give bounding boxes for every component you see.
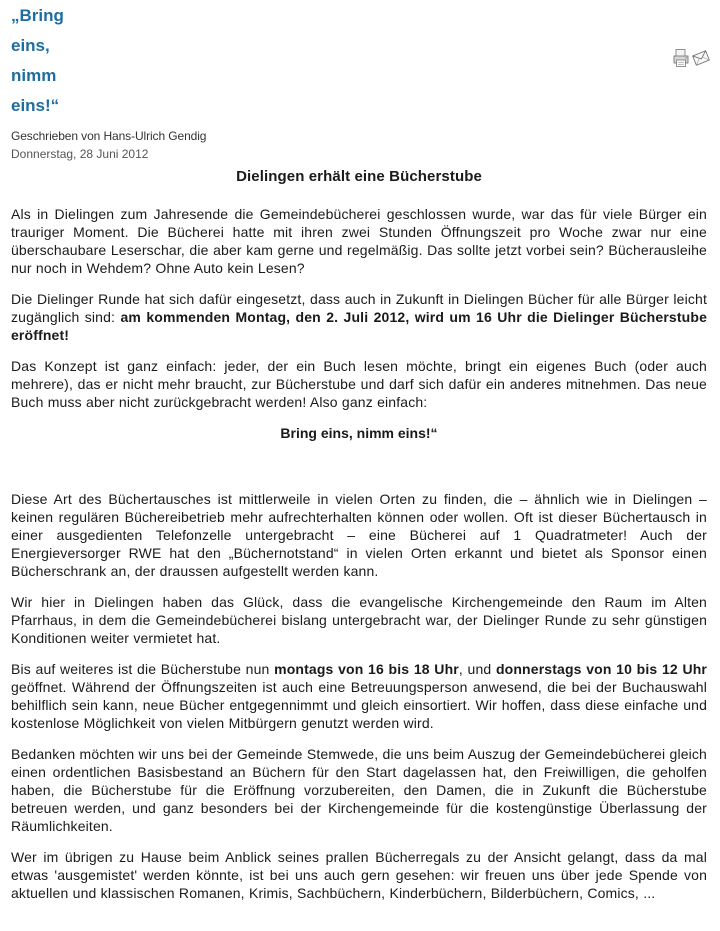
paragraph-1: Als in Dielingen zum Jahresende die Gemeindebücherei geschlossen wurde, war das für viele Bürger ein trauriger Moment. Die Bücherei hatte mit ihren zwei Stunden Öffnungszeit pro Woche zwar nur eine überschaubare Leserschar, die aber kam gerne und regelmäßig. Das sollte jetzt vorbei sein? Bücherausleihe nur noch in Wehdem? Ohne Auto kein Lesen?: [11, 206, 707, 276]
paragraph-3: Das Konzept ist ganz einfach: jeder, der ein Buch lesen möchte, bringt ein eigenes Buch (oder auch mehrere), das er nicht mehr braucht, zur Bücherstube und darf sich dafür ein anderes mitnehmen. Das neue Buch muss aber nicht zurückgebracht werden! Also ganz einfach:: [11, 358, 707, 410]
paragraph-4: Diese Art des Büchertausches ist mittlerweile in vielen Orten zu finden, die – ähnlich wie in Dielingen – keinen regulären Büchereibetrieb mehr aufrechterhalten können oder wollen. Oft ist dieser Büchertausch in einer ausgedienten Telefonzelle untergebracht – eine Bücherei auf 1 Quadratmeter! Auch der Energieversorger RWE hat den „Büchernotstand“ in vielen Orten erkannt und bietet als Sponsor einen Bücherschrank an, der draussen aufgestellt werden kann.: [11, 491, 707, 579]
article-date: Donnerstag, 28 Juni 2012: [11, 147, 149, 161]
opening-hours-thursday: donnerstags von 10 bis 12 Uhr: [495, 661, 708, 677]
article-title-link[interactable]: „Bring eins, nimm eins!“: [11, 6, 64, 115]
motto: Bring eins, nimm eins!“: [280, 425, 438, 441]
paragraph-8: Wer im übrigen zu Hause beim Anblick seines prallen Bücherregals zu der Ansicht gelangt, dass da mal etwas 'ausgemistet' werden könnte, ist bei uns auch gern gesehen: wir freuen uns über jede Spende von aktuellen und klassischen Romanen, Krimis, Sachbüchern, Kinderbüchern, Bilderbüchern, Comics, ...: [11, 849, 707, 901]
paragraph-6: [11, 660, 707, 732]
paragraph-6-join: , und: [458, 661, 496, 677]
email-icon[interactable]: [692, 48, 710, 68]
article-tools: [672, 48, 710, 68]
opening-announcement: am kommenden Montag, den 2. Juli 2012, wird um 16 Uhr die Dielinger Bücherstube eröffnet!: [11, 309, 708, 343]
paragraph-2: [11, 290, 707, 344]
paragraph-6-intro: Bis auf weiteres ist die Bücherstube nun: [11, 661, 275, 677]
paragraph-6-rest: geöffnet. Während der Öffnungszeiten ist auch eine Betreuungsperson anwesend, die bei der Buchauswahl behilflich sein kann, neue Bücher entgegennimmt und gleich einsortiert. Wir hoffen, dass diese einfache und kostenlose Möglichkeit von vielen Mitbürgern genutzt werden wird.: [11, 679, 707, 731]
article: [11, 0, 707, 915]
article-header: [11, 0, 707, 128]
article-byline: Geschrieben von Hans-Ulrich Gendig: [11, 129, 207, 143]
paragraph-2-text: Die Dielinger Runde hat sich dafür eingesetzt, dass auch in Zukunft in Dielingen Bücher für alle Bürger leicht zugänglich sind:: [11, 291, 707, 325]
paragraph-7: Bedanken möchten wir uns bei der Gemeinde Stemwede, die uns beim Auszug der Gemeindebücherei gleich einen ordentlichen Basisbestand an Büchern für den Start dagelassen hat, den Freiwilligen, die geholfen haben, die Bücherstube für die Eröffnung vorzubereiten, den Damen, die in Zukunft die Bücherstube betreuen werden, und ganz besonders bei der Kirchengemeinde für die kostengünstige Überlassung der Räumlichkeiten.: [11, 746, 707, 834]
print-icon[interactable]: [672, 48, 690, 68]
article-heading: Dielingen erhält eine Bücherstube: [236, 168, 482, 185]
opening-hours-monday: montags von 16 bis 18 Uhr: [274, 661, 459, 677]
paragraph-5: Wir hier in Dielingen haben das Glück, dass die evangelische Kirchengemeinde den Raum im Alten Pfarrhaus, in dem die Gemeindebücherei bislang untergebracht war, der Dielinger Runde zu sehr günstigen Konditionen weiter vermietet hat.: [11, 594, 707, 646]
